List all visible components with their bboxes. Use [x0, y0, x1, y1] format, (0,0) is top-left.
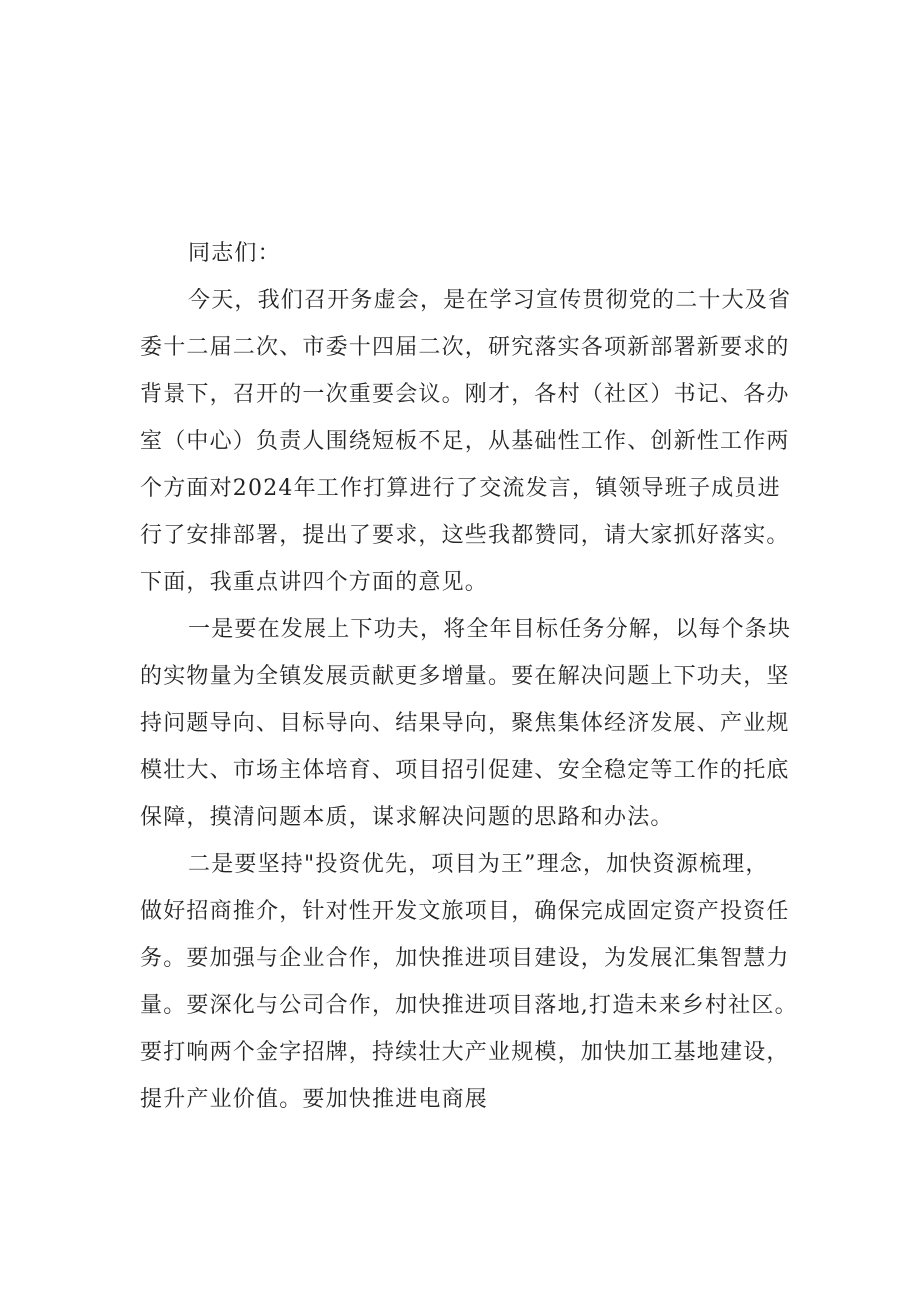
paragraph-3-line-5: 要打响两个金字招牌，持续壮大产业规模，加快加工基地建设， — [140, 1040, 790, 1065]
paragraph-1-line-7: 下面，我重点讲四个方面的意见。 — [140, 570, 489, 595]
paragraph-2-line-5: 保障，摸清问题本质，谋求解决问题的思路和办法。 — [140, 805, 674, 830]
paragraph-1-line-2: 委十二届二次、市委十四届二次，研究落实各项新部署新要求的 — [140, 335, 790, 360]
paragraph-3-line-3: 务。要加强与企业合作，加快推进项目建设，为发展汇集智慧力 — [140, 946, 790, 971]
paragraph-2-line-4: 模壮大、市场主体培育、项目招引促建、安全稳定等工作的托底 — [140, 758, 790, 783]
document-body — [140, 230, 800, 1123]
paragraph-1-line-1: 今天，我们召开务虚会，是在学习宣传贯彻党的二十大及省 — [188, 288, 792, 313]
paragraph-3-line-4: 量。要深化与公司合作，加快推进项目落地,打造未来乡村社区。 — [140, 993, 798, 1018]
paragraph-1-line-6: 行了安排部署，提出了要求，这些我都赞同，请大家抓好落实。 — [140, 523, 790, 548]
paragraph-2-line-1: 一是要在发展上下功夫，将全年目标任务分解，以每个条块 — [188, 617, 792, 642]
paragraph-3-line-2: 做好招商推介，针对性开发文旅项目，确保完成固定资产投资任 — [140, 899, 790, 924]
paragraph-2-line-3: 持问题导向、目标导向、结果导向，聚焦集体经济发展、产业规 — [140, 711, 790, 736]
paragraph-3-line-6: 提升产业价值。要加快推进电商展 — [140, 1087, 489, 1112]
paragraph-3-line-1: 二是要坚持"投资优先，项目为王”理念，加快资源梳理， — [188, 852, 769, 877]
salutation: 同志们： — [188, 241, 281, 266]
paragraph-2-line-2: 的实物量为全镇发展贡献更多增量。要在解决问题上下功夫，坚 — [140, 664, 790, 689]
paragraph-1-line-3: 背景下，召开的一次重要会议。刚才，各村（社区）书记、各办 — [140, 382, 790, 407]
paragraph-1-line-4: 室（中心）负责人围绕短板不足，从基础性工作、创新性工作两 — [140, 429, 790, 454]
paragraph-1-line-5: 个方面对2024年工作打算进行了交流发言，镇领导班子成员进 — [140, 476, 781, 501]
